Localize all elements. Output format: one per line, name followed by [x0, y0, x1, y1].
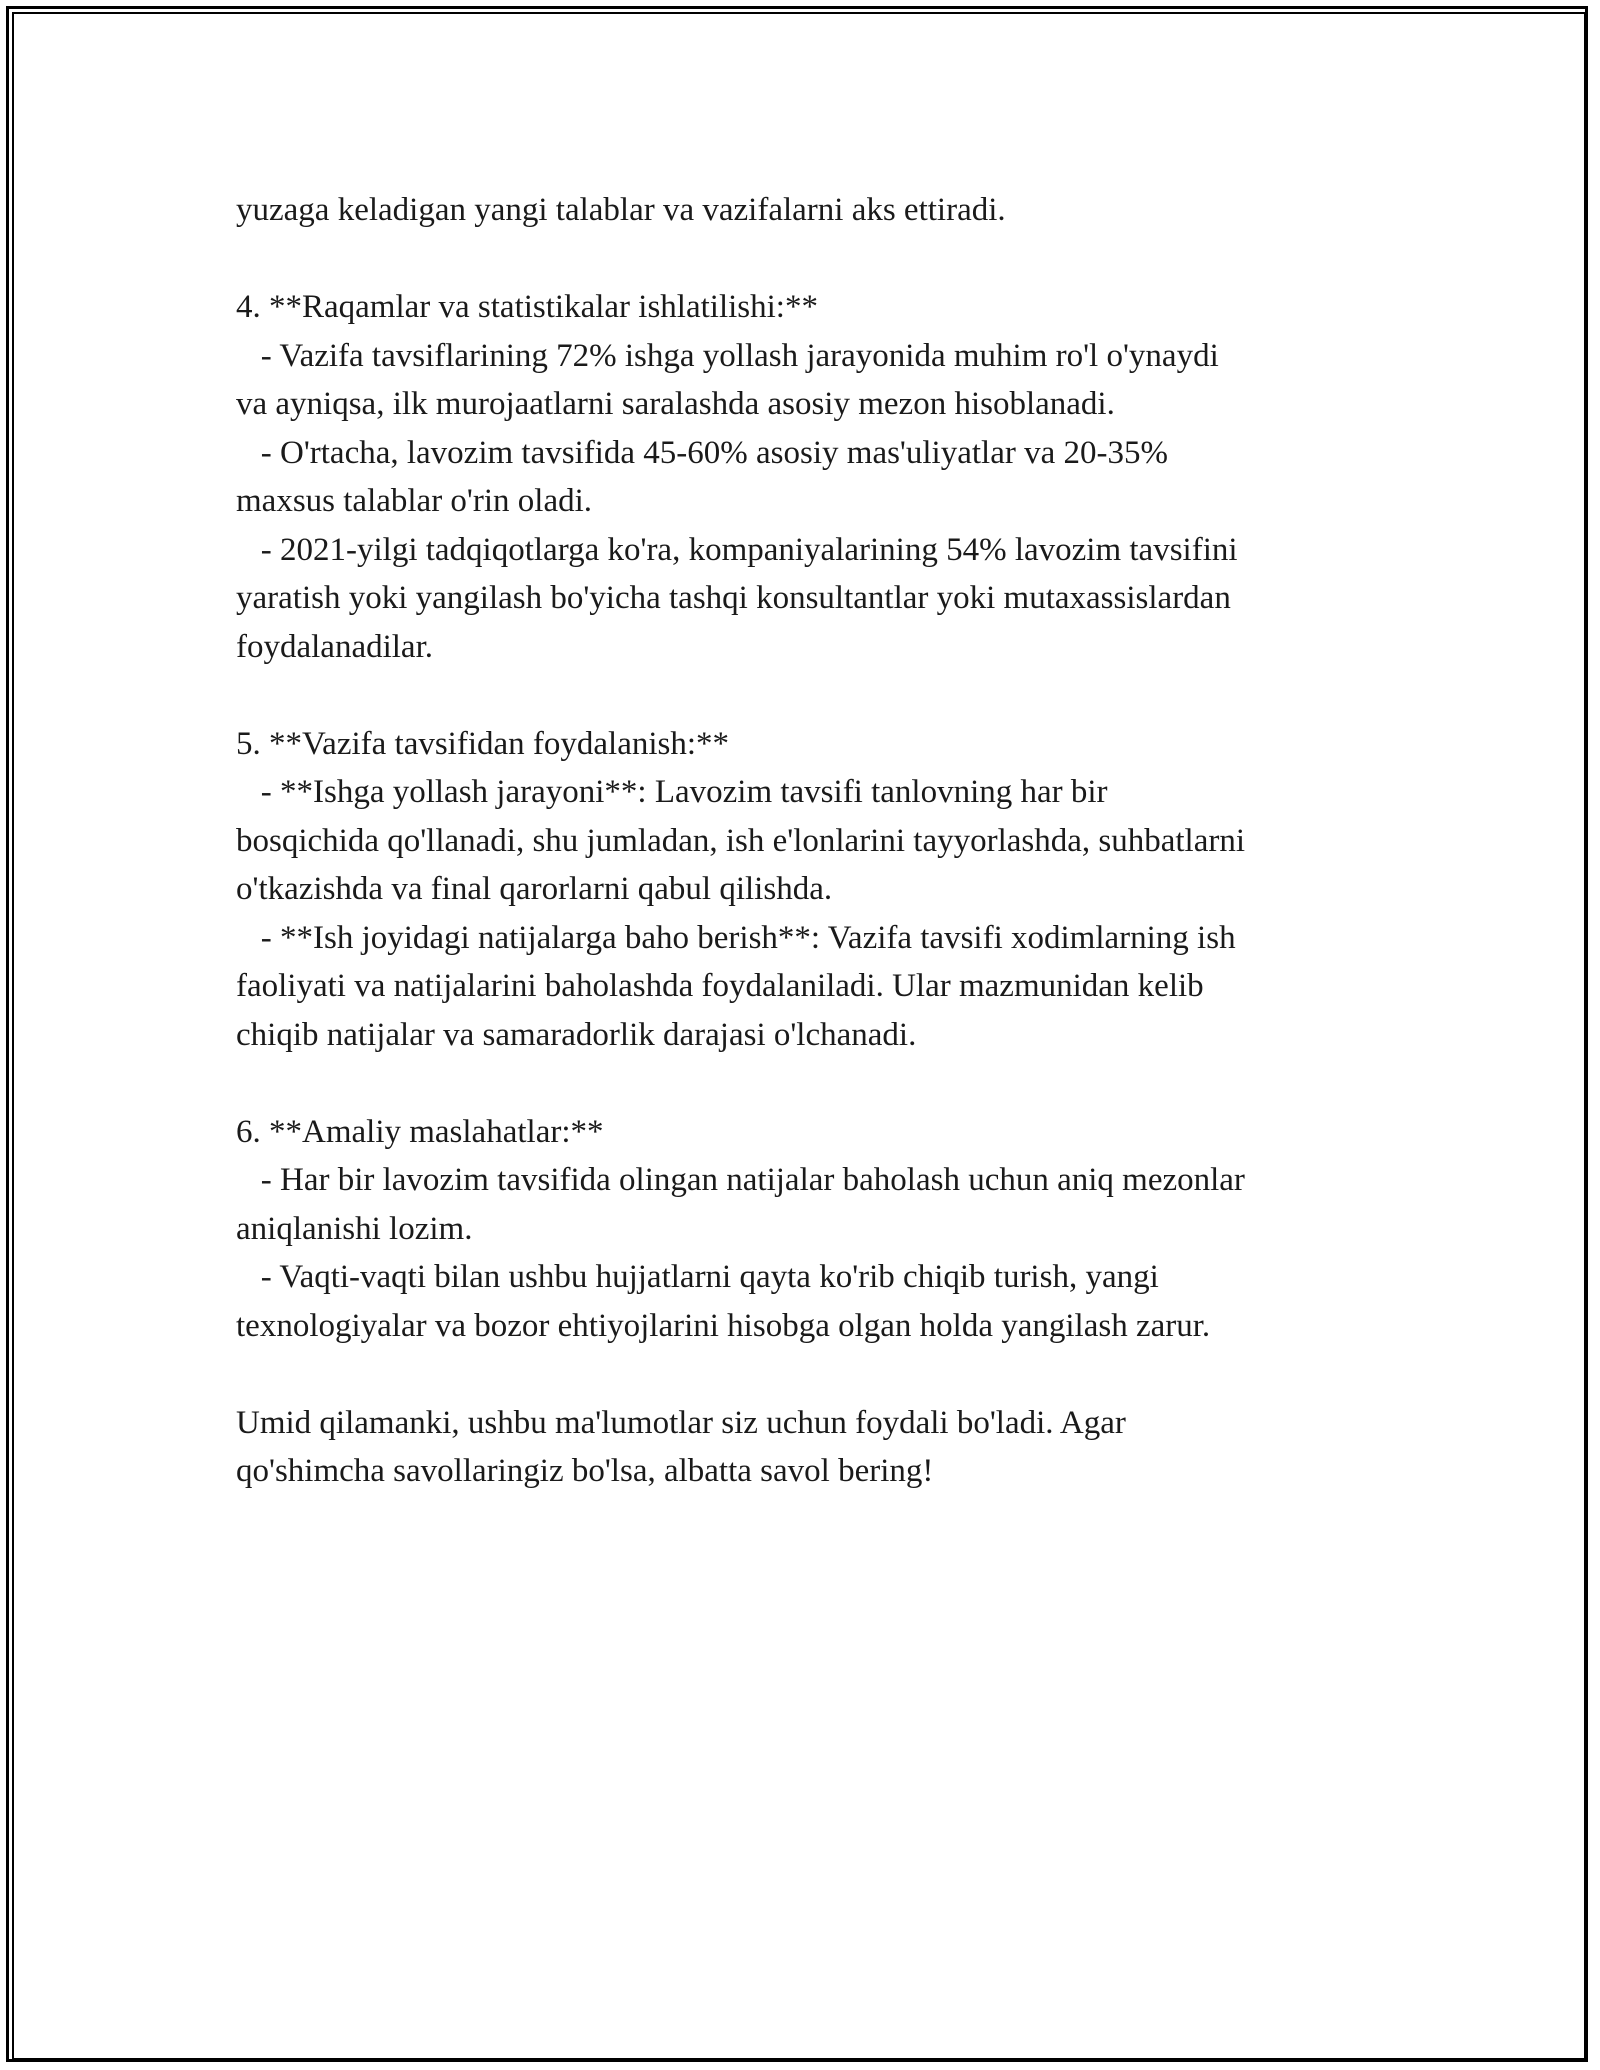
blank-line — [236, 1350, 1386, 1399]
section-4-bullet-1-line-2: va ayniqsa, ilk murojaatlarni saralashda asosiy mezon hisoblanadi. — [236, 386, 1115, 422]
section-4-bullet-3-line-3: foydalanadilar. — [236, 628, 434, 665]
section-6-bullet-2-line-1: - Vaqti-vaqti bilan ushbu hujjatlarni qayta ko'rib chiqib turish, yangi — [236, 1259, 1159, 1295]
section-6-bullet-2-line-2: texnologiyalar va bozor ehtiyojlarini hisobga olgan holda yangilash zarur. — [236, 1307, 1211, 1344]
section-6-bullet-1-line-1: - Har bir lavozim tavsifida olingan natijalar baholash uchun aniq mezonlar — [236, 1162, 1245, 1198]
section-4-bullet-2-line-2: maxsus talablar o'rin oladi. — [236, 483, 593, 519]
section-5-bullet-1-line-2: bosqichida qo'llanadi, shu jumladan, ish e'lonlarini tayyorlashda, suhbatlarni — [236, 822, 1246, 859]
section-5-heading: 5. **Vazifa tavsifidan foydalanish:** — [236, 725, 730, 762]
section-6-heading: 6. **Amaliy maslahatlar:** — [236, 1113, 604, 1150]
section-5-bullet-2-line-1: - **Ish joyidagi natijalarga baho berish**: Vazifa tavsifi xodimlarning ish — [236, 919, 1236, 956]
section-4-heading: 4. **Raqamlar va statistikalar ishlatilishi:** — [236, 289, 818, 325]
blank-line — [236, 235, 1386, 284]
section-5-bullet-2-line-2: faoliyati va natijalarini baholashda foydalaniladi. Ular mazmunidan kelib — [236, 968, 1204, 1004]
intro-tail-line: yuzaga keladigan yangi talablar va vazifalarni aks ettiradi. — [236, 192, 1006, 228]
blank-line — [236, 671, 1386, 720]
section-4-bullet-1-line-1: - Vazifa tavsiflarining 72% ishga yollash jarayonida muhim ro'l o'ynaydi — [236, 337, 1219, 374]
closing-line-1: Umid qilamanki, ushbu ma'lumotlar siz uchun foydali bo'ladi. Agar — [236, 1404, 1126, 1441]
section-5-bullet-1-line-1: - **Ishga yollash jarayoni**: Lavozim tavsifi tanlovning har bir — [236, 774, 1108, 810]
document-body — [236, 186, 1386, 1496]
section-4-bullet-2-line-1: - O'rtacha, lavozim tavsifida 45-60% asosiy mas'uliyatlar va 20-35% — [236, 434, 1168, 471]
section-6-bullet-1-line-2: aniqlanishi lozim. — [236, 1210, 473, 1247]
blank-line — [236, 1059, 1386, 1108]
section-5-bullet-2-line-3: chiqib natijalar va samaradorlik darajasi o'lchanadi. — [236, 1016, 917, 1053]
section-4-bullet-3-line-1: - 2021-yilgi tadqiqotlarga ko'ra, kompaniyalarining 54% lavozim tavsifini — [236, 531, 1238, 568]
section-5-bullet-1-line-3: o'tkazishda va final qarorlarni qabul qilishda. — [236, 871, 833, 907]
section-4-bullet-3-line-2: yaratish yoki yangilash bo'yicha tashqi konsultantlar yoki mutaxassislardan — [236, 580, 1231, 616]
closing-line-2: qo'shimcha savollaringiz bo'lsa, albatta savol bering! — [236, 1453, 934, 1489]
